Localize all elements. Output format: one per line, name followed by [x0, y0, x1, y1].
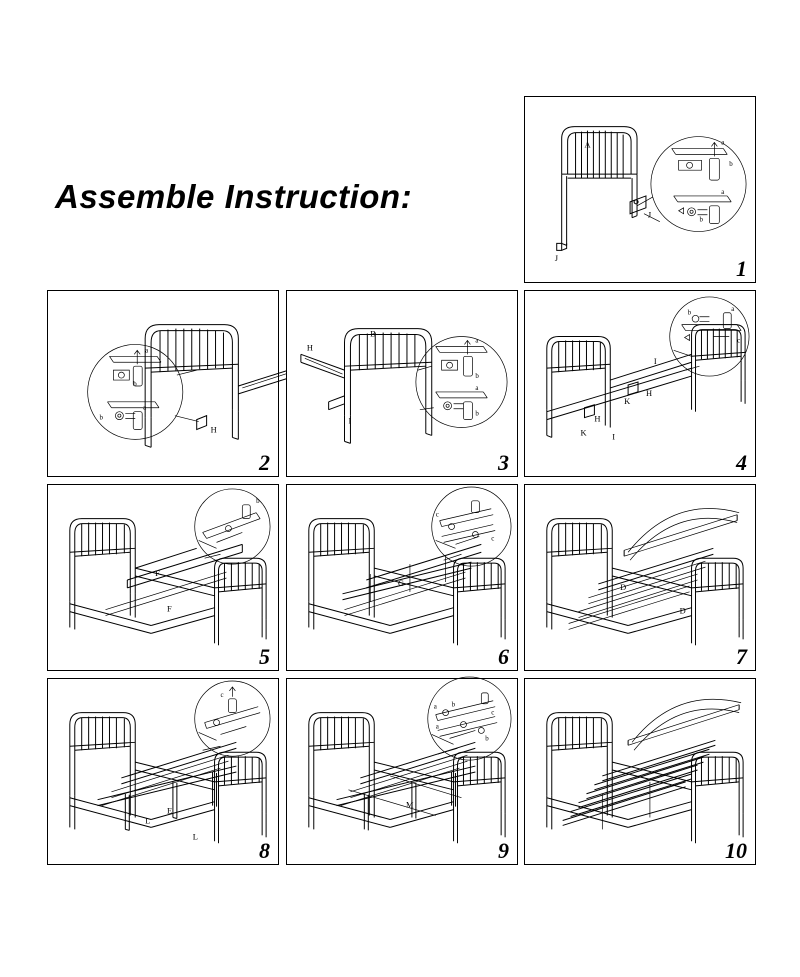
label-B: B [370, 329, 376, 339]
label-b: b [256, 497, 260, 505]
step-number-8: 8 [259, 838, 270, 863]
label-b-1: b [133, 380, 137, 388]
label-K-bot: K [580, 428, 587, 438]
label-b-2: b [699, 216, 703, 224]
step-number-10: 10 [725, 838, 747, 863]
label-b-1: b [729, 161, 733, 169]
step-panel-4 [524, 290, 756, 477]
label-a-1: a [475, 337, 479, 345]
step-panel-8 [47, 678, 279, 865]
label-a-1: a [721, 139, 725, 147]
step-panel-10 [524, 678, 756, 865]
step-panel-7 [524, 484, 756, 671]
label-a-2: a [475, 384, 479, 392]
label-c: c [220, 691, 224, 699]
step-panel-2 [47, 290, 279, 477]
step-number-3: 3 [498, 450, 509, 475]
label-b-1: b [475, 373, 479, 381]
label-J-right: J [647, 210, 652, 220]
label-H-top: H [645, 388, 653, 398]
label-H: H [210, 425, 217, 435]
label-c: c [491, 709, 495, 717]
label-a-1: a [145, 347, 149, 355]
label-a-2: a [721, 188, 725, 196]
step-panel-3 [286, 290, 518, 477]
label-J-left: J [554, 254, 559, 264]
label-D-top: D [620, 582, 627, 592]
label-b-2: b [485, 735, 489, 743]
step-number-4: 4 [736, 450, 747, 475]
label-I-bot: I [612, 432, 616, 442]
label-M: M [405, 800, 414, 810]
label-A: A [584, 140, 591, 150]
label-a: a [731, 305, 735, 313]
label-I-top: I [653, 357, 657, 367]
label-H: H [306, 343, 313, 353]
label-F-bot: F [166, 604, 172, 614]
label-b: b [687, 309, 692, 317]
step-number-7: 7 [736, 644, 747, 669]
step-number-5: 5 [259, 644, 270, 669]
label-a-2: a [435, 723, 439, 731]
label-c-1: c [435, 511, 439, 519]
step-number-6: 6 [498, 644, 509, 669]
step-panel-6 [286, 484, 518, 671]
label-D-bot: D [679, 606, 686, 616]
label-L-left: L [145, 816, 151, 826]
step-panel-9 [286, 678, 518, 865]
label-F-top: F [155, 569, 160, 579]
label-b-2: b [99, 414, 104, 422]
step-number-9: 9 [498, 838, 509, 863]
label-H-bot: H [594, 414, 601, 424]
label-E: E [166, 806, 173, 816]
step-panel-1 [524, 96, 756, 283]
label-a-1: a [433, 703, 437, 711]
step-number-2: 2 [259, 450, 270, 475]
label-b-1: b [451, 701, 456, 709]
label-c: c [737, 337, 741, 345]
label-c-2: c [491, 535, 495, 543]
label-I: I [348, 416, 352, 426]
step-number-1: 1 [736, 256, 747, 281]
step-panel-5 [47, 484, 279, 671]
label-L-right: L [192, 832, 198, 842]
label-a-2: a [143, 404, 147, 412]
label-K-top: K [624, 396, 631, 406]
label-G: G [398, 578, 405, 588]
label-b-2: b [475, 410, 479, 418]
page-title: Assemble Instruction: [55, 178, 413, 215]
